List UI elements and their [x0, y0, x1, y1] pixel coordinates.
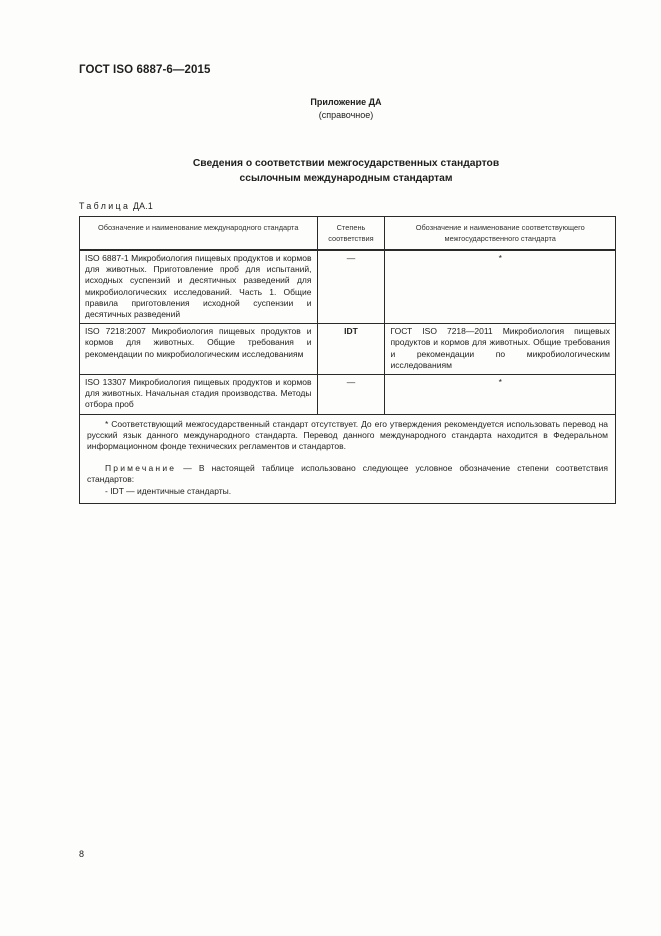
cell-degree: IDT [317, 324, 385, 375]
cell-international: ISO 7218:2007 Микробиология пищевых продуктов и кормов для животных. Общие требования и рекомендации по микробиологическим исследованиям [80, 324, 318, 375]
table-caption-number: ДА.1 [132, 201, 153, 211]
table-caption [79, 201, 153, 211]
table-note [87, 463, 608, 485]
cell-international: ISO 13307 Микробиология пищевых продуктов и кормов для животных. Начальная стадия производства. Методы отбора проб [80, 375, 318, 415]
table-footnote-cell [80, 414, 616, 503]
header-international: Обозначение и наименование международного стандарта [80, 217, 318, 251]
cell-international: ISO 6887-1 Микробиология пищевых продуктов и кормов для животных. Приготовление проб для испытаний, исходных суспензий и десятичных разведений для микробиологических исследований. Часть 1. Общие правила приготовления исходной суспензии и десятичных разведений [80, 250, 318, 324]
table-row [80, 324, 616, 375]
annex-subtitle: (справочное) [318, 110, 374, 120]
section-title [0, 156, 661, 186]
table-footnote: * Соответствующий межгосударственный стандарт отсутствует. До его утверждения рекомендуется использовать перевод на русский язык данного международного стандарта. Перевод данного международного стандарта находится в Федеральном информационном фонде технических регламентов и стандартов. [87, 418, 608, 452]
note-item: - IDT — идентичные стандарты. [105, 485, 232, 496]
correspondence-table [79, 216, 616, 504]
section-title-line-2: ссылочным международным стандартам [239, 173, 453, 184]
table-header-row [80, 217, 616, 251]
table-row [80, 375, 616, 415]
cell-degree: — [317, 375, 385, 415]
cell-interstate: * [385, 250, 616, 324]
table-caption-prefix: Таблица [79, 201, 131, 211]
note-label: Примечание [105, 463, 177, 474]
annex-heading [0, 96, 661, 122]
table-row [80, 250, 616, 324]
header-interstate: Обозначение и наименование соответствующего межгосударственного стандарта [385, 217, 616, 251]
page-number: 8 [79, 849, 85, 859]
cell-degree: — [317, 250, 385, 324]
cell-interstate: * [385, 375, 616, 415]
annex-title: Приложение ДА [310, 97, 382, 107]
document-code: ГОСТ ISO 6887-6—2015 [79, 64, 211, 76]
table-footer-row [80, 414, 616, 503]
cell-interstate: ГОСТ ISO 7218—2011 Микробиология пищевых продуктов и кормов для животных. Общие требования и рекомендации по микробиологическим исследованиям [385, 324, 616, 375]
note-text: — В настоящей таблице использовано следующее условное обозначение степени соответствия стандартов: [87, 463, 608, 485]
section-title-line-1: Сведения о соответствии межгосударственных стандартов [192, 158, 500, 169]
header-degree: Степень соответствия [317, 217, 385, 251]
